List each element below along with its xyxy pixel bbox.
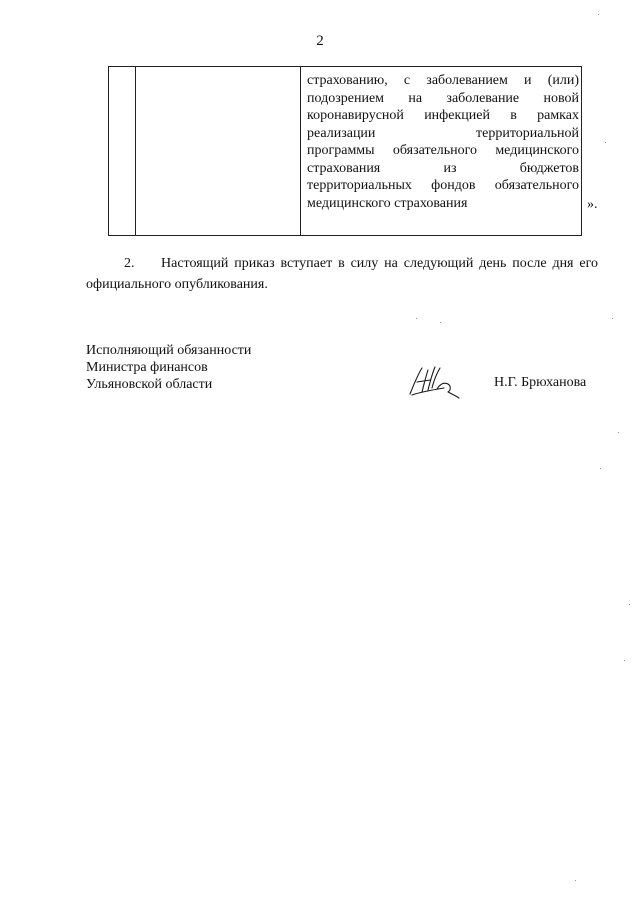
scan-speck: [598, 14, 599, 15]
signatory-name: Н.Г. Брюханова: [494, 375, 587, 390]
table-cell-line: страхованию, с заболеванием и (или): [307, 73, 579, 88]
scan-speck: [629, 604, 630, 605]
scan-speck: [600, 468, 601, 469]
scan-speck: [612, 318, 613, 319]
table-cell-line: территориальных фондов обязательного: [307, 178, 579, 193]
signatory-title: [86, 342, 251, 393]
signatory-title-line: Министра финансов: [86, 360, 208, 375]
scan-speck: [440, 322, 441, 323]
signatory-title-line: Ульяновской области: [86, 377, 213, 392]
table-cell-line: коронавирусной инфекцией в рамках: [307, 108, 579, 123]
clause-number: 2.: [124, 256, 135, 271]
table-cell-line: подозрением на заболевание новой: [307, 90, 579, 106]
closing-quote: ».: [587, 197, 598, 212]
table-cell-line: программы обязательного медицинского: [307, 143, 579, 158]
table-cell-description: [301, 67, 582, 236]
scan-speck: [618, 432, 619, 433]
clause-text: Настоящий приказ вступает в силу на следующий день после дня его официального опубликования.: [86, 256, 598, 292]
table-cell-name: [136, 67, 301, 236]
signatory-title-line: Исполняющий обязанности: [86, 343, 252, 358]
scan-speck: [575, 880, 576, 881]
page-number: 2: [316, 33, 324, 49]
continuation-table: [108, 66, 582, 236]
table-cell-line: реализации территориальной: [307, 125, 579, 141]
scan-speck: [416, 318, 417, 319]
clause-2-paragraph: [86, 253, 598, 295]
table-cell-line: страхования из бюджетов: [307, 160, 579, 176]
table-row: [109, 67, 582, 236]
handwritten-signature: [404, 362, 464, 402]
scan-speck: [605, 142, 606, 143]
table-cell-number: [109, 67, 136, 236]
table-cell-line: медицинского страхования: [307, 195, 468, 211]
scan-speck: [624, 660, 625, 661]
